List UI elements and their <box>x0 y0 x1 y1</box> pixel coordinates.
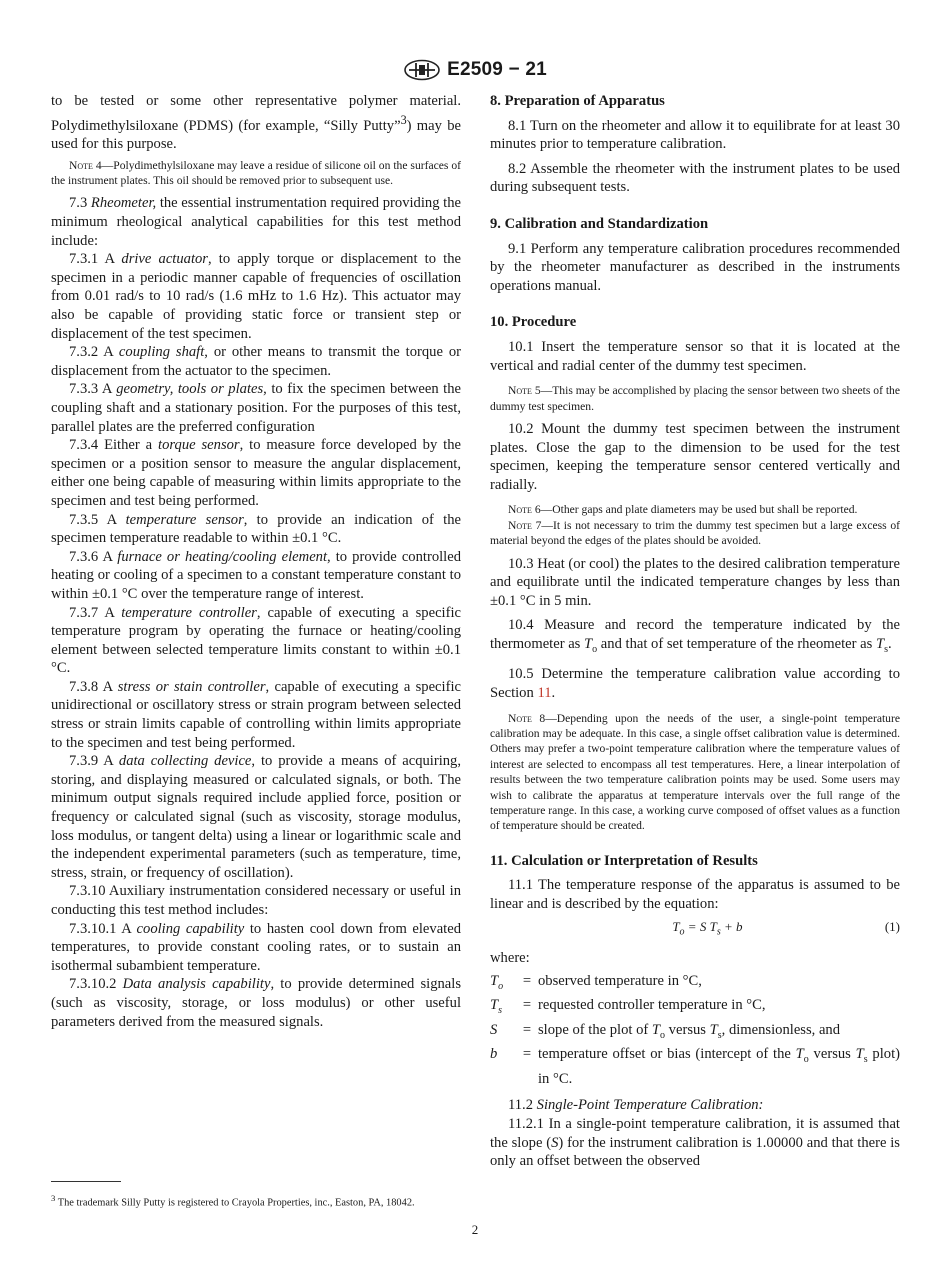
note-7: Note 7—It is not necessary to trim the dummy test specimen but a large excess of material beyond the edges of the plates should be avoided. <box>490 518 900 548</box>
where-label: where: <box>490 950 530 967</box>
left-column <box>51 92 461 1031</box>
note-6: Note 6—Other gaps and plate diameters may be used but shall be reported. <box>508 503 858 517</box>
paragraph-10-5: 10.5 Determine the temperature calibration value according to Section 11. <box>490 666 900 701</box>
page-number: 2 <box>471 1222 479 1237</box>
paragraph-7-3-8: 7.3.8 A stress or stain controller, capable of executing a specific unidirectional or oscillatory stress or strain program between selected stress or strain limits capable of controlling within limits appropriate to the specimen and test being performed. <box>51 678 461 751</box>
paragraph-7-3-5: 7.3.5 A temperature sensor, to provide an indication of the specimen temperature readable to within ±0.1 °C. <box>51 511 461 547</box>
paragraph-8-1: 8.1 Turn on the rheometer and allow it to equilibrate for at least 30 minutes prior to temperature calibration. <box>490 117 900 153</box>
definition-row: $T_s$ = requested controller temperature in °C, <box>490 997 766 1017</box>
paragraph-7-2-continued: to be tested or some other representative polymer material. Polydimethylsiloxane (PDMS) (for example, “Silly Putty”$^3$) may be used for this purpose. <box>51 93 461 153</box>
definition-row: b = temperature offset or bias (intercept of the $T_o$ versus $T_s$ plot) in °C. <box>490 1046 900 1087</box>
section-heading-8: 8. Preparation of Apparatus <box>490 93 665 109</box>
paragraph-7-3: 7.3 Rheometer, the essential instrumentation required providing the minimum rheological analytical capabilities for this test method include: <box>51 195 461 249</box>
equation-formula: $T_o = S$ $T_s + b$ <box>672 918 743 938</box>
variable-definitions <box>490 972 900 1089</box>
paragraph-7-3-10-2: 7.3.10.2 Data analysis capability, to provide determined signals (such as viscosity, storage, or loss modulus) or other useful parameters derived from the measured signals. <box>51 976 462 1030</box>
paragraph-11-2-1: 11.2.1 In a single-point temperature calibration, it is assumed that the slope (S) for the instrument calibration is 1.00000 and that there is only an offset between the observed <box>490 1116 900 1170</box>
standard-designation: E2509 − 21 <box>447 59 547 80</box>
paragraph-7-3-1: 7.3.1 A drive actuator, to apply torque or displacement to the specimen in a periodic manner capable of frequencies of oscillation from 0.01 rad/s to 10 rad/s (1.6 mHz to 1.6 Hz). This actuator may also be capable of providing static force or transient step or displacement of the test specimen. <box>51 251 461 342</box>
paragraph-7-3-10-1: 7.3.10.1 A cooling capability to hasten cool down from elevated temperatures, to provide constant cooling rates, or to sustain an isothermal subambient temperature. <box>51 920 461 974</box>
equation-1 <box>490 918 900 942</box>
definition-row: $T_o$ = observed temperature in °C, <box>490 972 702 992</box>
footnote-rule <box>51 1181 121 1182</box>
paragraph-8-2: 8.2 Assemble the rheometer with the instrument plates to be used during subsequent tests. <box>490 160 900 196</box>
section-11-link[interactable]: 11 <box>537 685 552 701</box>
paragraph-9-1: 9.1 Perform any temperature calibration procedures recommended by the rheometer manufacturer as described in the instruments operations manual. <box>490 240 900 294</box>
paragraph-7-3-3: 7.3.3 A geometry, tools or plates, to fix the specimen between the coupling shaft and a stationary position. For the purposes of this test, parallel plates are the preferred configuration <box>51 381 461 435</box>
section-heading-11: 11. Calculation or Interpretation of Results <box>490 852 758 869</box>
note-5: Note 5—This may be accomplished by placing the sensor between two sheets of the dummy test specimen. <box>490 384 900 413</box>
paragraph-7-3-2: 7.3.2 A coupling shaft, or other means to transmit the torque or displacement from the actuator to the specimen. <box>51 344 461 379</box>
paragraph-10-2: 10.2 Mount the dummy test specimen between the instrument plates. Close the gap to the dimension to be used for the test specimen, keeping the temperature sensor centered vertically and radially. <box>490 420 900 493</box>
paragraph-10-3: 10.3 Heat (or cool) the plates to the desired calibration temperature and equilibrate until the indicated temperature changes by less than ±0.1 °C in 5 min. <box>490 555 900 609</box>
paragraph-11-1: 11.1 The temperature response of the apparatus is assumed to be linear and is described by the equation: <box>490 877 900 913</box>
right-column <box>490 92 900 1171</box>
paragraph-11-2: 11.2 Single-Point Temperature Calibration: <box>508 1097 764 1114</box>
paragraph-10-1: 10.1 Insert the temperature sensor so that it is located at the vertical and radial center of the dummy test specimen. <box>490 338 900 374</box>
note-8: Note 8—Depending upon the needs of the user, a single-point temperature calibration may be adequate. In this case, a single offset calibration value is determined. Others may prefer a two-point temperature calibration where the temperature values of interest are selected to encompass all test temperatures. Here, a linear interpolation of results between the two temperature calibration points may be used. Some users may wish to calibrate the apparatus at temperature intervals over the full range of the temperature range. In this case, a working curve composed of offset values as a function of temperature should be created. <box>490 711 900 833</box>
note-4: Note 4—Polydimethylsiloxane may leave a residue of silicone oil on the surfaces of the instrument plates. This oil should be removed prior to subsequent use. <box>51 158 461 188</box>
section-heading-9: 9. Calibration and Standardization <box>490 215 709 232</box>
paragraph-7-3-6: 7.3.6 A furnace or heating/cooling element, to provide controlled heating or cooling of a specimen to a constant temperature constant to within ±0.1 °C over the temperature range of interest. <box>51 548 461 602</box>
footnote-3: $^3$ The trademark Silly Putty is registered to Crayola Properties, inc., Easton, PA, 18042. <box>51 1193 415 1209</box>
equation-number: (1) <box>884 918 900 934</box>
paragraph-7-3-9: 7.3.9 A data collecting device, to provide a means of acquiring, storing, and displaying measured or calculated signals, or both. The minimum output signals required include applied force, position or frequency or calculated signal (such as viscosity, storage modulus, loss modulus, or tangent delta) using a linear or logarithmic scale and the independent experimental parameters (such as temperature, time, stress, strain, or frequency of oscillation). <box>51 753 461 881</box>
paragraph-7-3-7: 7.3.7 A temperature controller, capable of executing a specific temperature program by operating the furnace or heating/cooling element between selected temperature limits constant to within ±0.1 °C. <box>51 604 461 677</box>
section-heading-10: 10. Procedure <box>490 314 577 331</box>
paragraph-7-3-4: 7.3.4 Either a torque sensor, to measure force developed by the specimen or a position sensor to measure the angular displacement, either one being capable of measuring within limits appropriate to the specimen and test being performed. <box>51 437 461 509</box>
paragraph-7-3-10: 7.3.10 Auxiliary instrumentation considered necessary or useful in conducting this test method includes: <box>51 883 461 919</box>
paragraph-10-4: 10.4 Measure and record the temperature indicated by the thermometer as $T_o$ and that of set temperature of the rheometer as $T_s$. <box>490 617 900 655</box>
definition-row: S = slope of the plot of $T_o$ versus $T_s$, dimensionless, and <box>490 1021 841 1041</box>
astm-logo <box>403 59 441 81</box>
page-header <box>0 58 950 82</box>
